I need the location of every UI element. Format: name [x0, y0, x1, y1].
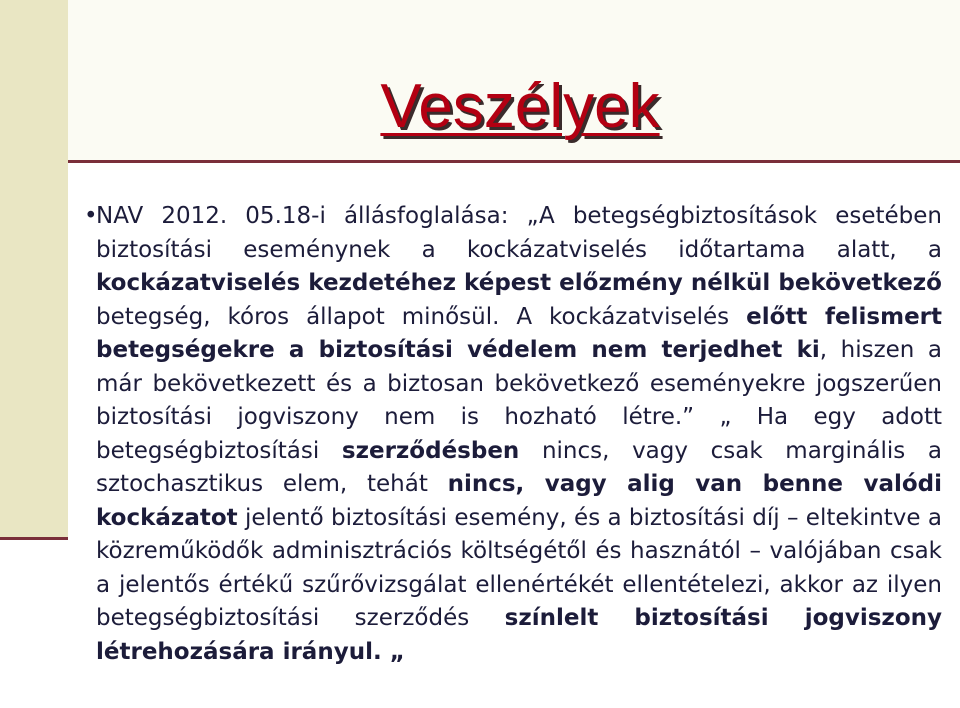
bold-run: nincs, vagy alig van benne valódi kockázatot — [96, 471, 943, 531]
text-run: NAV 2012. 05.18-i állásfoglalása: „A betegségbiztosítások esetében biztosítási eseménynek a kockázatviselés időtartama alatt, a — [96, 203, 942, 263]
text-run: jelentő biztosítási esemény, és a biztosítási díj – eltekintve a közreműködők adminisztrációs költségétől és hasznától – valójában csak a jelentős értékű szűrővizsgálat ellenértékét ellentételezi, akkor az ilyen betegségbiztosítási szerződés — [96, 504, 942, 631]
side-divider — [0, 537, 68, 540]
text-run: nincs, vagy csak marginális a sztochasztikus elem, tehát — [96, 437, 942, 497]
slide-title: Veszélyek — [380, 72, 660, 141]
title-divider — [68, 160, 960, 163]
bold-run: előtt felismert betegségekre a biztosítási védelem nem terjedhet ki — [96, 303, 943, 363]
bold-run: kockázatviselés kezdetéhez képest előzmény nélkül bekövetkező — [96, 270, 942, 296]
bold-run: szerződésben — [341, 437, 520, 464]
body-paragraph — [96, 200, 942, 669]
text-run: , hiszen a már bekövetkezett és a biztosan bekövetkező eseményekre jogszerűen biztosítási jogviszony nem is hozható létre.” „ Ha egy adott betegségbiztosítási — [96, 337, 942, 464]
bold-run: színlelt biztosítási jogviszony létrehozására irányul. „ — [96, 605, 942, 665]
bullet-icon: • — [84, 203, 98, 229]
text-run: betegség, kóros állapot minősül. A kockázatviselés — [96, 303, 747, 330]
